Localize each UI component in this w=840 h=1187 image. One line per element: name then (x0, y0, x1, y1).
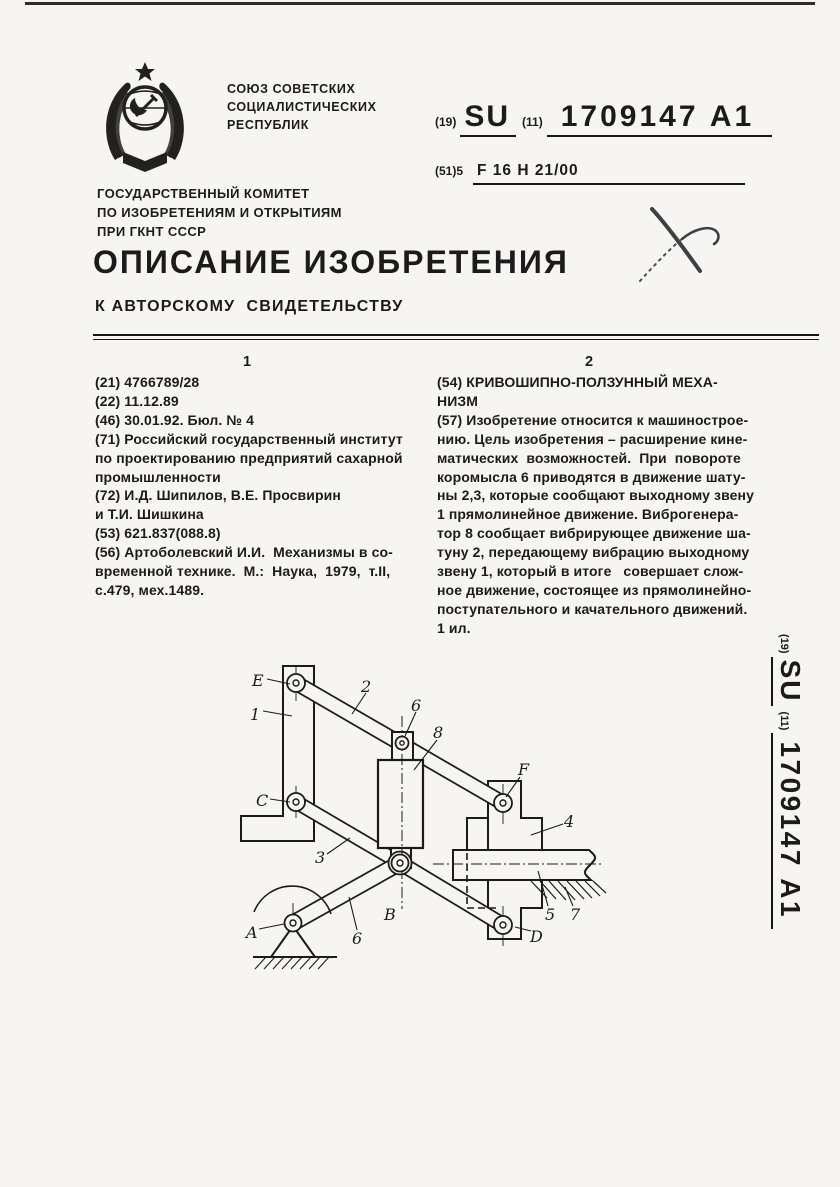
committee-line: ГОСУДАРСТВЕННЫЙ КОМИТЕТ (97, 186, 310, 201)
pivot-a (285, 915, 302, 932)
label-7: 7 (570, 905, 581, 924)
union-name (227, 80, 377, 134)
sidebar-kind-code-19: (19) (778, 634, 790, 654)
union-line: РЕСПУБЛИК (227, 118, 309, 132)
country-code: SU (460, 100, 516, 137)
column-number-left: 1 (242, 354, 252, 370)
label-6-bottom: 6 (352, 929, 363, 948)
abstract-line: поступательного и качательного движений. (437, 600, 748, 617)
bib-line: (46) 30.01.92. Бюл. № 4 (95, 411, 254, 428)
column-number-right: 2 (584, 354, 594, 370)
sidebar-publication-number: 1709147 А1 (771, 733, 806, 929)
block-step-edge (467, 818, 488, 852)
pivot-e (287, 674, 305, 692)
kind-code-11: (11) (522, 115, 543, 129)
abstract-line: НИЗМ (437, 392, 479, 409)
abstract-column (437, 373, 773, 638)
bib-line: (71) Российский государственный институт (95, 430, 403, 447)
label-2: 2 (361, 677, 372, 696)
abstract-line: ное движение, состоящее из прямолинейно- (437, 581, 752, 598)
label-3: 3 (315, 848, 326, 867)
document-title: ОПИСАНИЕ ИЗОБРЕТЕНИЯ (93, 244, 569, 280)
bib-line: с.479, мех.1489. (95, 581, 205, 598)
label-b: B (384, 905, 396, 924)
pivot-f (494, 794, 512, 812)
label-e: E (252, 671, 264, 690)
publication-code (435, 100, 772, 137)
abstract-line: нию. Цель изобретения – расширение кине- (437, 430, 748, 447)
bib-line: (21) 4766789/28 (95, 374, 200, 390)
bib-line: промышленности (95, 468, 221, 485)
ipc-classification (435, 162, 745, 185)
bib-line: временной технике. М.: Наука, 1979, т.II, (95, 563, 391, 580)
abstract-line: 1 ил. (437, 619, 471, 636)
abstract-line: звену 1, который в итоге совершает слож- (437, 563, 744, 580)
union-line: СОЮЗ СОВЕТСКИХ (227, 82, 356, 96)
bib-line: (56) Артоболевский И.И. Механизмы в со- (95, 544, 393, 561)
sidebar-kind-code-11: (11) (778, 711, 790, 731)
committee-line: ПРИ ГКНТ СССР (97, 224, 207, 239)
bib-line: (53) 621.837(088.8) (95, 525, 221, 542)
label-c: C (256, 791, 269, 810)
abstract-line: ны 2,3, которые сообщают выходному звену (437, 487, 754, 504)
bib-line: (72) И.Д. Шипилов, В.Е. Просвирин (95, 487, 341, 504)
label-6-top: 6 (411, 696, 422, 715)
ipc-value: F 16 H 21/00 (473, 162, 745, 185)
abstract-line: матических возможностей. При повороте (437, 449, 741, 466)
pivot-top-pin (396, 737, 409, 750)
committee-line: ПО ИЗОБРЕТЕНИЯМ И ОТКРЫТИЯМ (97, 205, 342, 220)
pivot-d (494, 916, 512, 934)
document-subtitle: К АВТОРСКОМУ СВИДЕТЕЛЬСТВУ (95, 298, 404, 315)
bib-line: (22) 11.12.89 (95, 392, 179, 409)
label-8: 8 (433, 723, 444, 742)
shaft-5 (453, 850, 595, 880)
bibliographic-column (95, 373, 435, 600)
sidebar-country-code: SU (771, 657, 806, 707)
bib-line: по проектированию предприятий сахарной (95, 449, 403, 466)
label-5: 5 (545, 905, 556, 924)
abstract-line: туну 2, передающему вибрацию выходному (437, 544, 750, 561)
abstract-line: (54) КРИВОШИПНО-ПОЛЗУННЫЙ МЕХА- (437, 374, 718, 390)
emblem-globe (124, 87, 166, 129)
pen-cross-mark (620, 195, 740, 295)
label-d: D (530, 927, 543, 946)
bib-line: и Т.И. Шишкина (95, 506, 204, 523)
top-scan-line (25, 2, 815, 5)
ussr-coat-of-arms (93, 60, 197, 174)
committee-name (97, 184, 342, 241)
pivot-b (392, 855, 409, 872)
label-f: F (518, 760, 530, 779)
header-divider (93, 334, 819, 340)
union-line: СОЦИАЛИСТИЧЕСКИХ (227, 100, 377, 114)
ipc-label: (51)5 (435, 164, 464, 178)
publication-number: 1709147 А1 (547, 100, 772, 137)
mechanism-diagram (225, 640, 675, 995)
label-1: 1 (250, 705, 261, 724)
label-4: 4 (564, 812, 575, 831)
abstract-line: 1 прямолинейное движение. Виброгенера- (437, 506, 739, 523)
kind-code-19: (19) (435, 115, 457, 129)
abstract-line: коромысла 6 приводятся в движение шату- (437, 468, 746, 485)
label-a: A (246, 923, 258, 942)
abstract-line: тор 8 сообщает вибрирующее движение ша- (437, 525, 751, 542)
sidebar-publication-code (764, 634, 806, 952)
abstract-line: (57) Изобретение относится к машиностроe- (437, 411, 749, 428)
